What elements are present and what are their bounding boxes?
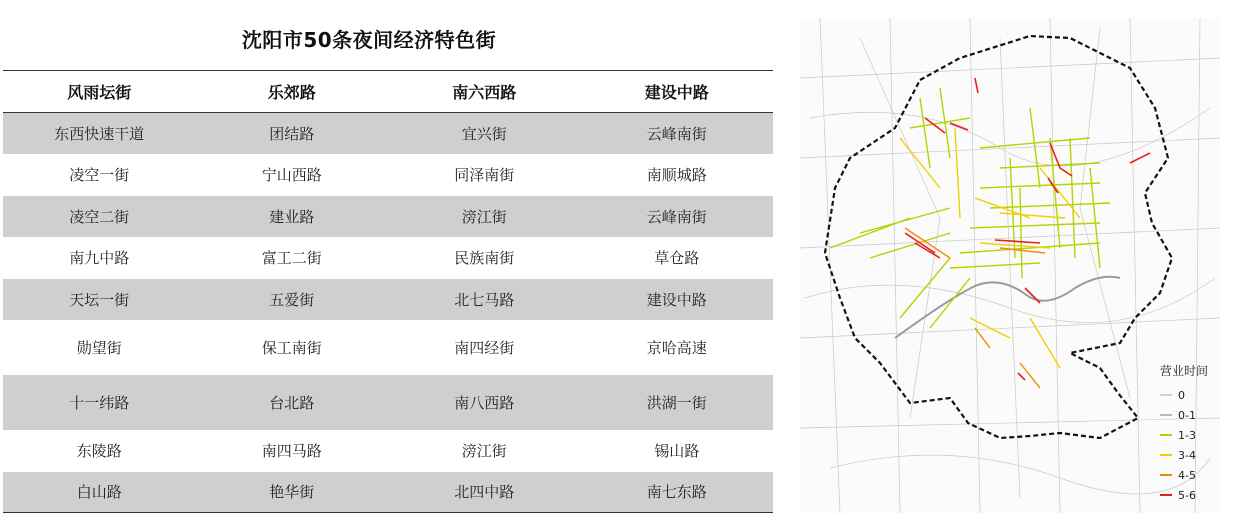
- table-cell: 云峰南街: [581, 113, 774, 154]
- table-row: [3, 320, 773, 375]
- table-cell: 草仓路: [654, 249, 700, 267]
- table-cell: 台北路: [196, 375, 389, 430]
- legend-swatch: [1160, 394, 1172, 396]
- table-cell: 南顺城路: [646, 166, 707, 184]
- table-row: [3, 113, 773, 154]
- table-cell: 锡山路: [654, 442, 700, 460]
- legend-item: [1160, 425, 1250, 445]
- table-cell: 洪湖一街: [581, 375, 774, 430]
- legend-item: [1160, 385, 1250, 405]
- table-cell: 富工二街: [261, 249, 322, 267]
- table-cell: 天坛一街: [3, 279, 196, 320]
- table-cell: 宁山西路: [261, 166, 322, 184]
- table-cell: 民族南街: [454, 249, 515, 267]
- table-cell: 南四经街: [454, 338, 515, 357]
- legend-label: 5-6: [1178, 488, 1196, 502]
- map-legend: [1160, 362, 1250, 505]
- table-row: [3, 472, 773, 513]
- table-cell: 宜兴街: [388, 113, 581, 154]
- legend-label: 0: [1178, 388, 1185, 402]
- legend-item: [1160, 445, 1250, 465]
- legend-label: 1-3: [1178, 428, 1196, 442]
- table-cell: 南八西路: [388, 375, 581, 430]
- background-road-network: [800, 18, 1220, 513]
- table-header-cell: 乐郊路: [196, 71, 389, 113]
- table-cell: 勋望街: [76, 338, 122, 357]
- table-cell: 建设中路: [581, 279, 774, 320]
- table-row: [3, 430, 773, 472]
- city-boundary-line: [825, 36, 1172, 438]
- table-header-cell: 风雨坛街: [3, 71, 196, 113]
- table-cell: 京哈高速: [646, 338, 707, 357]
- table-cell: 团结路: [196, 113, 389, 154]
- table-cell: 滂江街: [388, 196, 581, 237]
- legend-label: 3-4: [1178, 448, 1196, 462]
- table-row: [3, 279, 773, 320]
- table-cell: 东陵路: [76, 442, 122, 460]
- table-cell: 北七马路: [388, 279, 581, 320]
- legend-swatch: [1160, 434, 1172, 436]
- table-cell: 同泽南街: [454, 166, 515, 184]
- table-cell: 云峰南街: [581, 196, 774, 237]
- page-title: 沈阳市50条夜间经济特色街: [241, 28, 497, 52]
- table-cell: 建业路: [196, 196, 389, 237]
- legend-title: 营业时间: [1160, 364, 1209, 378]
- legend-swatch: [1160, 454, 1172, 456]
- table-cell: 凌空一街: [69, 166, 130, 184]
- table-cell: 北四中路: [388, 472, 581, 513]
- legend-swatch: [1160, 494, 1172, 496]
- table-cell: 南九中路: [69, 249, 130, 267]
- city-street-map: [800, 18, 1220, 513]
- legend-label: 4-5: [1178, 468, 1196, 482]
- legend-swatch: [1160, 474, 1172, 476]
- street-map-svg: [800, 18, 1220, 513]
- table-row: [3, 237, 773, 279]
- night-economy-streets-table: [3, 70, 773, 513]
- table-cell: 五爱街: [196, 279, 389, 320]
- table-cell: 艳华街: [196, 472, 389, 513]
- legend-item: [1160, 465, 1250, 485]
- table-cell: 凌空二街: [3, 196, 196, 237]
- table-header-row: [3, 71, 773, 113]
- legend-swatch: [1160, 414, 1172, 416]
- table-row: [3, 154, 773, 196]
- table-cell: 南四马路: [261, 442, 322, 460]
- legend-item: [1160, 485, 1250, 505]
- table-header-cell: 南六西路: [388, 71, 581, 113]
- table-cell: 十一纬路: [3, 375, 196, 430]
- legend-item: [1160, 405, 1250, 425]
- table-header-cell: 建设中路: [581, 71, 774, 113]
- table-cell: 南七东路: [581, 472, 774, 513]
- table-row: [3, 375, 773, 430]
- legend-label: 0-1: [1178, 408, 1196, 422]
- table-cell: 白山路: [3, 472, 196, 513]
- table-cell: 保工南街: [261, 338, 322, 357]
- table-cell: 东西快速干道: [3, 113, 196, 154]
- table-row: [3, 196, 773, 237]
- table-cell: 滂江街: [461, 442, 507, 460]
